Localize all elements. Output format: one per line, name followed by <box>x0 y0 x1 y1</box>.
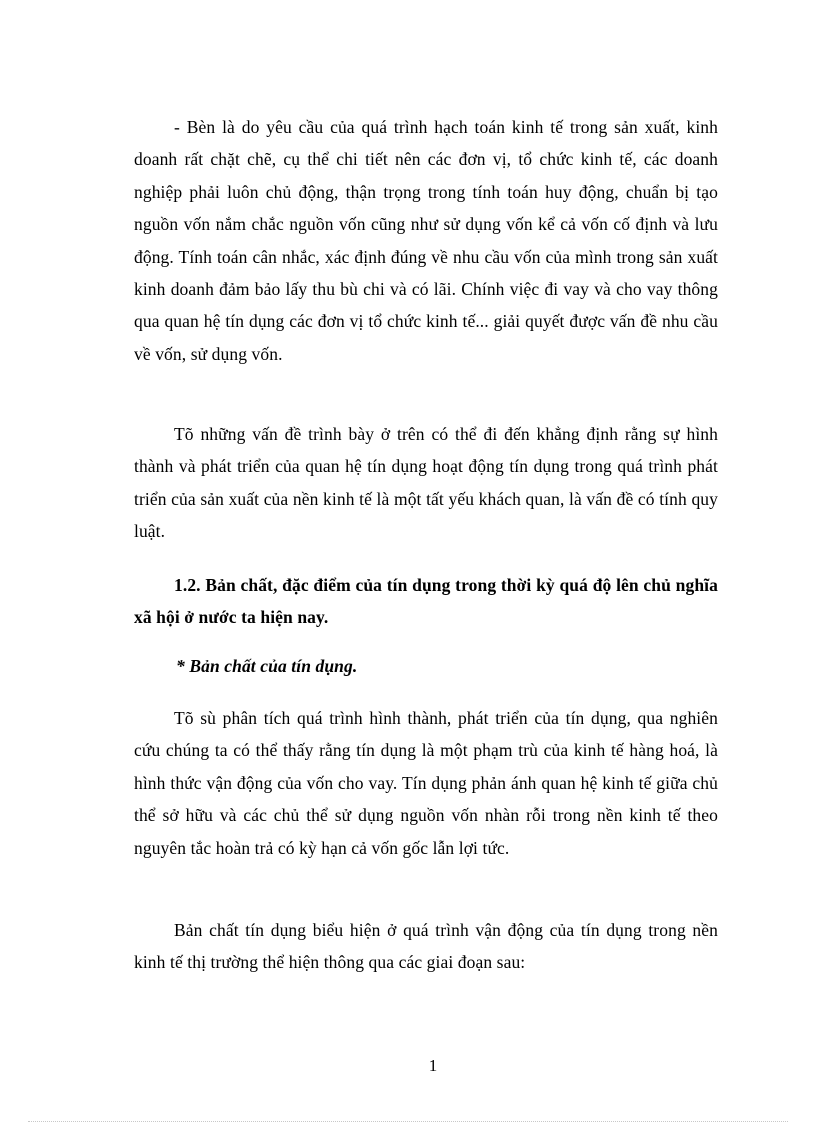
page-number: 1 <box>428 1056 438 1075</box>
paragraph-credit-nature: Tõ sù phân tích quá trình hình thành, phát triển của tín dụng, qua nghiên cứu chúng ta có thể thấy rằng tín dụng là một phạm trù của kinh tế hàng hoá, là hình thức vận động của vốn cho vay. Tín dụng phản ánh quan hệ kinh tế giữa chủ thể sở hữu và các chủ thể sử dụng nguồn vốn nhàn rỗi trong nền kinh tế theo nguyên tắc hoàn trả có kỳ hạn cả vốn gốc lẫn lợi tức. <box>134 708 718 858</box>
subheading: * Bản chất của tín dụng. <box>176 656 358 676</box>
paragraph-credit-accounting: - Bèn là do yêu cầu của quá trình hạch toán kinh tế trong sản xuất, kinh doanh rất chặt chẽ, cụ thể chi tiết nên các đơn vị, tổ chức kinh tế, các doanh nghiệp phải luôn chủ động, thận trọng trong tính toán huy động, chuẩn bị tạo nguồn vốn nắm chắc nguồn vốn cũng như sử dụng vốn kể cả vốn cố định và lưu động. Tính toán cân nhắc, xác định đúng về nhu cầu vốn của mình trong sản xuất kinh doanh đảm bảo lấy thu bù chi và có lãi. Chính việc đi vay và cho vay thông qua quan hệ tín dụng các đơn vị tổ chức kinh tế... giải quyết được vấn đề nhu cầu về vốn, sử dụng vốn. <box>134 117 718 364</box>
page-bottom-divider <box>28 1121 788 1122</box>
paragraph-credit-conclusion: Tõ những vấn đề trình bày ở trên có thể đi đến khẳng định rằng sự hình thành và phát triển của quan hệ tín dụng hoạt động tín dụng trong quá trình phát triển của sản xuất của nền kinh tế là một tất yếu khách quan, là vấn đề có tính quy luật. <box>134 424 718 542</box>
section-heading: 1.2. Bản chất, đặc điểm của tín dụng trong thời kỳ quá độ lên chủ nghĩa xã hội ở nước ta hiện nay. <box>134 575 718 628</box>
paragraph-credit-stages: Bản chất tín dụng biểu hiện ở quá trình vận động của tín dụng trong nền kinh tế thị trường thể hiện thông qua các giai đoạn sau: <box>134 920 718 973</box>
